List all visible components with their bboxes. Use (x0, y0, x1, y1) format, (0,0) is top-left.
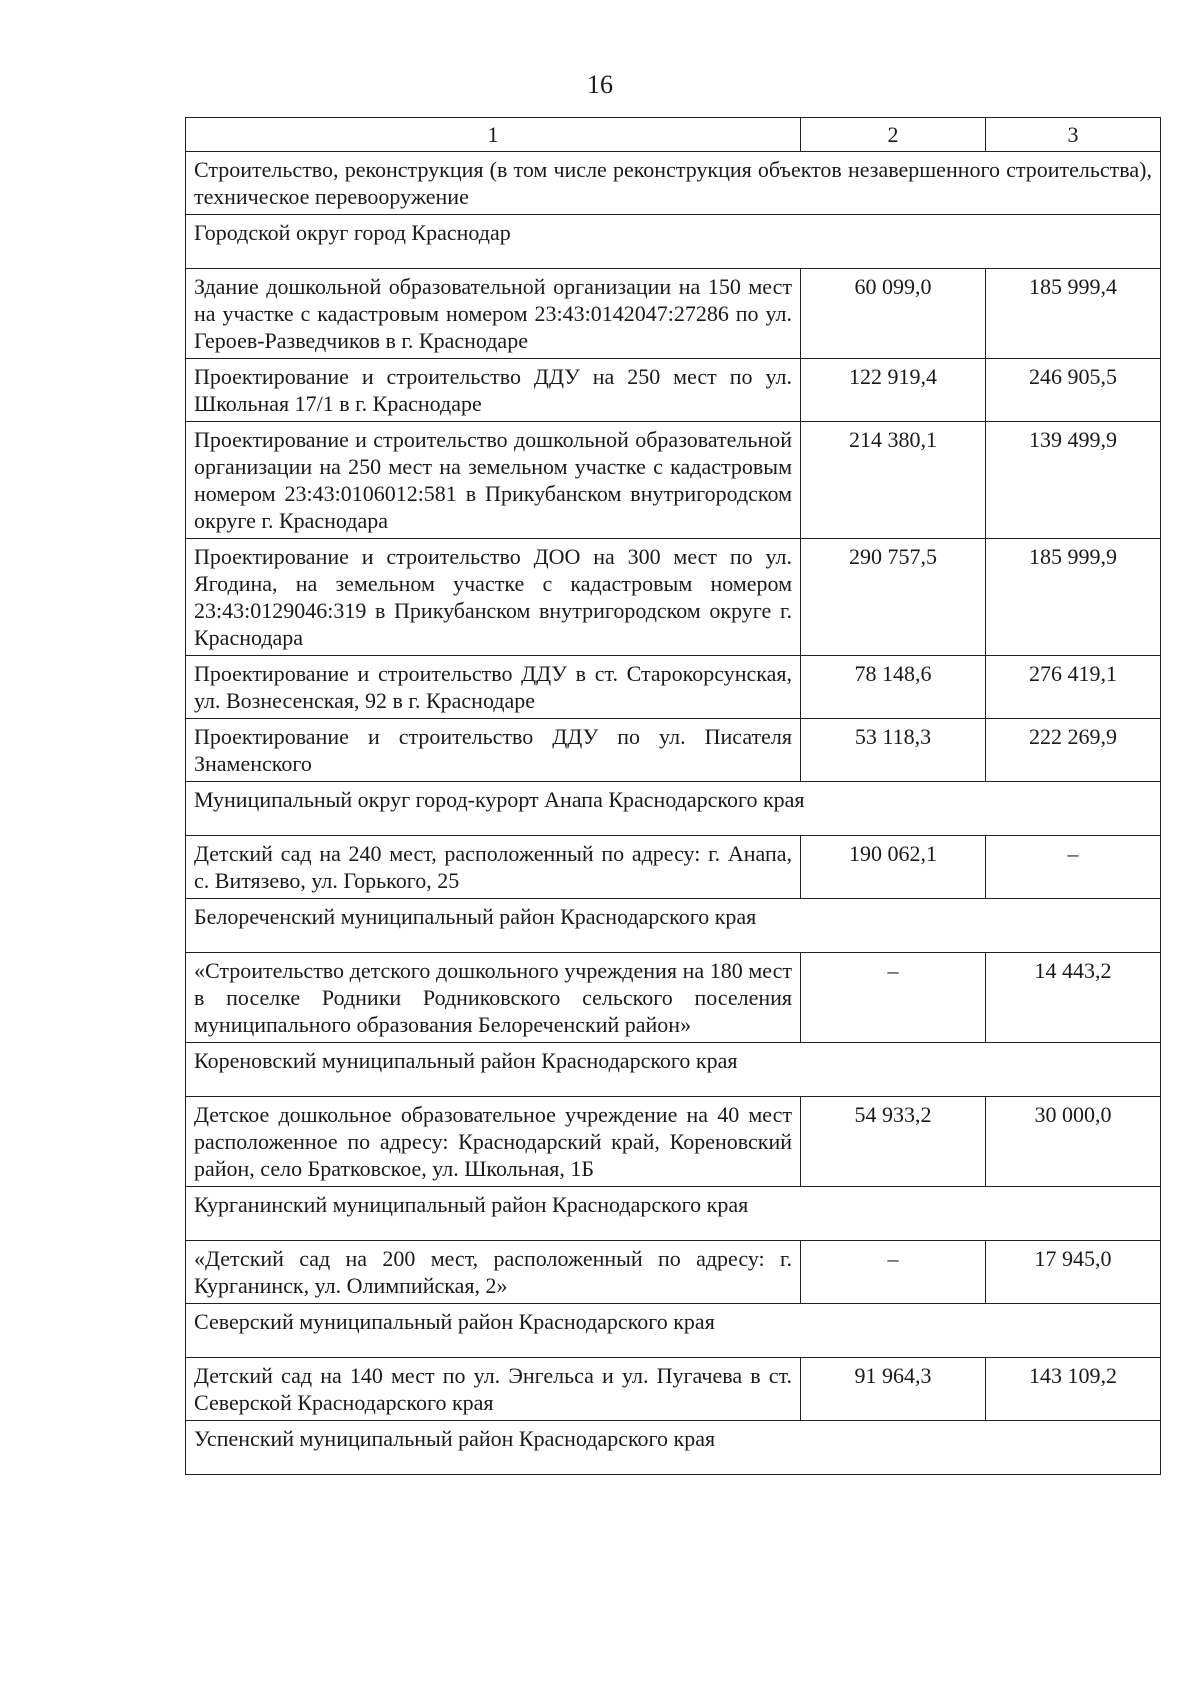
table-row (186, 1358, 1161, 1421)
header-col-1: 1 (186, 118, 801, 152)
value-col-2-cell: 78 148,6 (801, 656, 986, 719)
group-row (186, 782, 1161, 836)
section-title-row (186, 152, 1161, 215)
header-col-2: 2 (801, 118, 986, 152)
value-col-3-cell: 139 499,9 (986, 422, 1161, 539)
header-row (186, 118, 1161, 152)
value-col-2-cell: – (801, 1241, 986, 1304)
table-row (186, 836, 1161, 899)
object-name-cell: Здание дошкольной образовательной организации на 150 мест на участке с кадастровым номером 23:43:0142047:27286 по ул. Героев-Разведчиков в г. Краснодаре (186, 269, 801, 359)
value-col-2-cell: 190 062,1 (801, 836, 986, 899)
group-title: Муниципальный округ город-курорт Анапа Краснодарского края (186, 782, 1161, 836)
group-title: Северский муниципальный район Краснодарского края (186, 1304, 1161, 1358)
header-col-3: 3 (986, 118, 1161, 152)
object-name-cell: Проектирование и строительство дошкольной образовательной организации на 250 мест на земельном участке с кадастровым номером 23:43:0106012:581 в Прикубанском внутригородском округе г. Краснодара (186, 422, 801, 539)
group-row (186, 1304, 1161, 1358)
value-col-3-cell: 17 945,0 (986, 1241, 1161, 1304)
object-name-cell: Проектирование и строительство ДДУ по ул. Писателя Знаменского (186, 719, 801, 782)
group-title: Белореченский муниципальный район Краснодарского края (186, 899, 1161, 953)
group-row (186, 1421, 1161, 1475)
table-row (186, 953, 1161, 1043)
value-col-2-cell: – (801, 953, 986, 1043)
value-col-3-cell: 222 269,9 (986, 719, 1161, 782)
value-col-3-cell: 276 419,1 (986, 656, 1161, 719)
table-row (186, 269, 1161, 359)
funding-table (185, 117, 1161, 1475)
table-row (186, 539, 1161, 656)
object-name-cell: Детское дошкольное образовательное учреждение на 40 мест расположенное по адресу: Краснодарский край, Кореновский район, село Братковское, ул. Школьная, 1Б (186, 1097, 801, 1187)
group-row (186, 1187, 1161, 1241)
value-col-3-cell: 246 905,5 (986, 359, 1161, 422)
value-col-3-cell: 185 999,9 (986, 539, 1161, 656)
table-row (186, 359, 1161, 422)
object-name-cell: «Строительство детского дошкольного учреждения на 180 мест в поселке Родники Родниковского сельского поселения муниципального образования Белореченский район» (186, 953, 801, 1043)
table-row (186, 1241, 1161, 1304)
value-col-2-cell: 122 919,4 (801, 359, 986, 422)
value-col-2-cell: 91 964,3 (801, 1358, 986, 1421)
object-name-cell: Проектирование и строительство ДОО на 300 мест по ул. Ягодина, на земельном участке с кадастровым номером 23:43:0129046:319 в Прикубанском внутригородском округе г. Краснодара (186, 539, 801, 656)
group-title: Городской округ город Краснодар (186, 215, 1161, 269)
value-col-3-cell: 143 109,2 (986, 1358, 1161, 1421)
object-name-cell: Детский сад на 140 мест по ул. Энгельса и ул. Пугачева в ст. Северской Краснодарского края (186, 1358, 801, 1421)
object-name-cell: Проектирование и строительство ДДУ в ст. Старокорсунская, ул. Вознесенская, 92 в г. Краснодаре (186, 656, 801, 719)
table-row (186, 719, 1161, 782)
group-title: Курганинский муниципальный район Краснодарского края (186, 1187, 1161, 1241)
object-name-cell: Детский сад на 240 мест, расположенный по адресу: г. Анапа, с. Витязево, ул. Горького, 25 (186, 836, 801, 899)
value-col-2-cell: 290 757,5 (801, 539, 986, 656)
group-row (186, 1043, 1161, 1097)
group-title: Кореновский муниципальный район Краснодарского края (186, 1043, 1161, 1097)
value-col-3-cell: 30 000,0 (986, 1097, 1161, 1187)
value-col-2-cell: 53 118,3 (801, 719, 986, 782)
table-row (186, 422, 1161, 539)
value-col-3-cell: 14 443,2 (986, 953, 1161, 1043)
table-body (186, 118, 1161, 1475)
value-col-2-cell: 54 933,2 (801, 1097, 986, 1187)
object-name-cell: Проектирование и строительство ДДУ на 250 мест по ул. Школьная 17/1 в г. Краснодаре (186, 359, 801, 422)
value-col-3-cell: – (986, 836, 1161, 899)
group-row (186, 899, 1161, 953)
group-row (186, 215, 1161, 269)
value-col-2-cell: 214 380,1 (801, 422, 986, 539)
table-row (186, 656, 1161, 719)
section-title: Строительство, реконструкция (в том числе реконструкция объектов незавершенного строительства), техническое перевооружение (186, 152, 1161, 215)
table-row (186, 1097, 1161, 1187)
group-title: Успенский муниципальный район Краснодарского края (186, 1421, 1161, 1475)
page-number: 16 (587, 70, 613, 99)
value-col-3-cell: 185 999,4 (986, 269, 1161, 359)
value-col-2-cell: 60 099,0 (801, 269, 986, 359)
object-name-cell: «Детский сад на 200 мест, расположенный по адресу: г. Курганинск, ул. Олимпийская, 2» (186, 1241, 801, 1304)
